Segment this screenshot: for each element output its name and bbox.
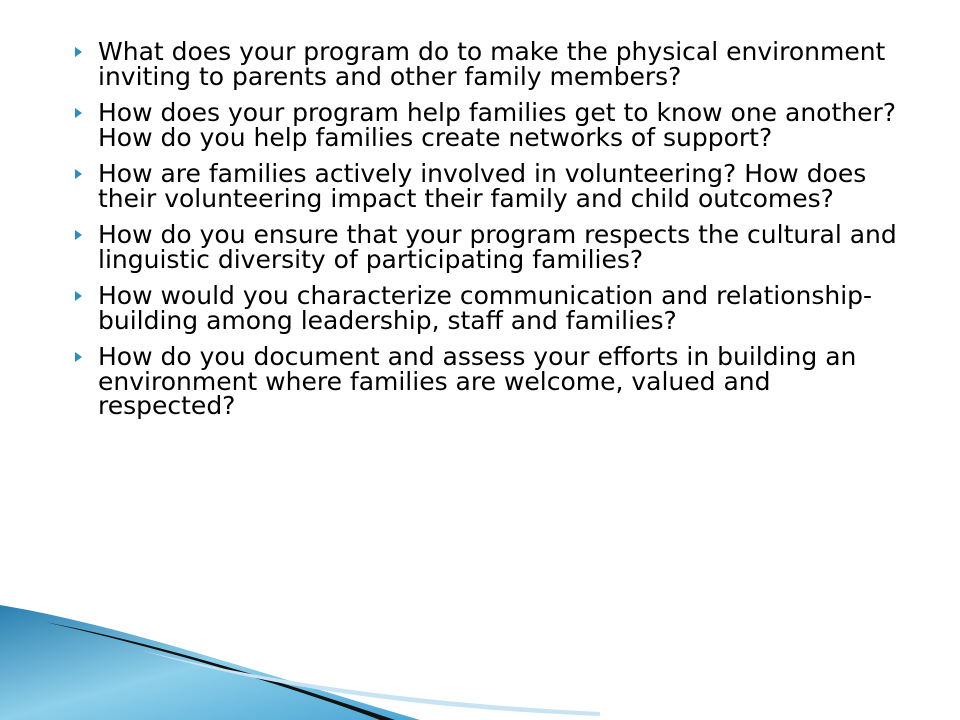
bullet-item <box>74 98 904 152</box>
arrow-bullet-icon <box>75 108 82 118</box>
arrow-bullet-icon <box>75 230 82 240</box>
arrow-bullet-icon <box>75 169 82 179</box>
bullet-item <box>74 37 904 91</box>
bullet-item <box>74 281 904 335</box>
bullet-text: How do you ensure that your program respects the cultural and linguistic diversity of participating families? <box>98 220 897 274</box>
bullet-text: How are families actively involved in volunteering? How does their volunteering impact their family and child outcomes? <box>98 159 867 213</box>
arrow-bullet-icon <box>75 291 82 301</box>
bullet-text: How would you characterize communication and relationship-building among leadership, staff and families? <box>98 281 873 335</box>
bullet-item <box>74 159 904 213</box>
arrow-bullet-icon <box>75 352 82 362</box>
bullet-list <box>74 37 904 431</box>
arrow-bullet-icon <box>75 47 82 57</box>
bullet-text: How do you document and assess your efforts in building an environment where families are welcome, valued and respected? <box>98 342 857 420</box>
bullet-text: What does your program do to make the physical environment inviting to parents and other family members? <box>98 37 886 91</box>
bullet-text: How does your program help families get to know one another? How do you help families create networks of support? <box>98 98 897 152</box>
bullet-item <box>74 342 904 420</box>
bullet-item <box>74 220 904 274</box>
